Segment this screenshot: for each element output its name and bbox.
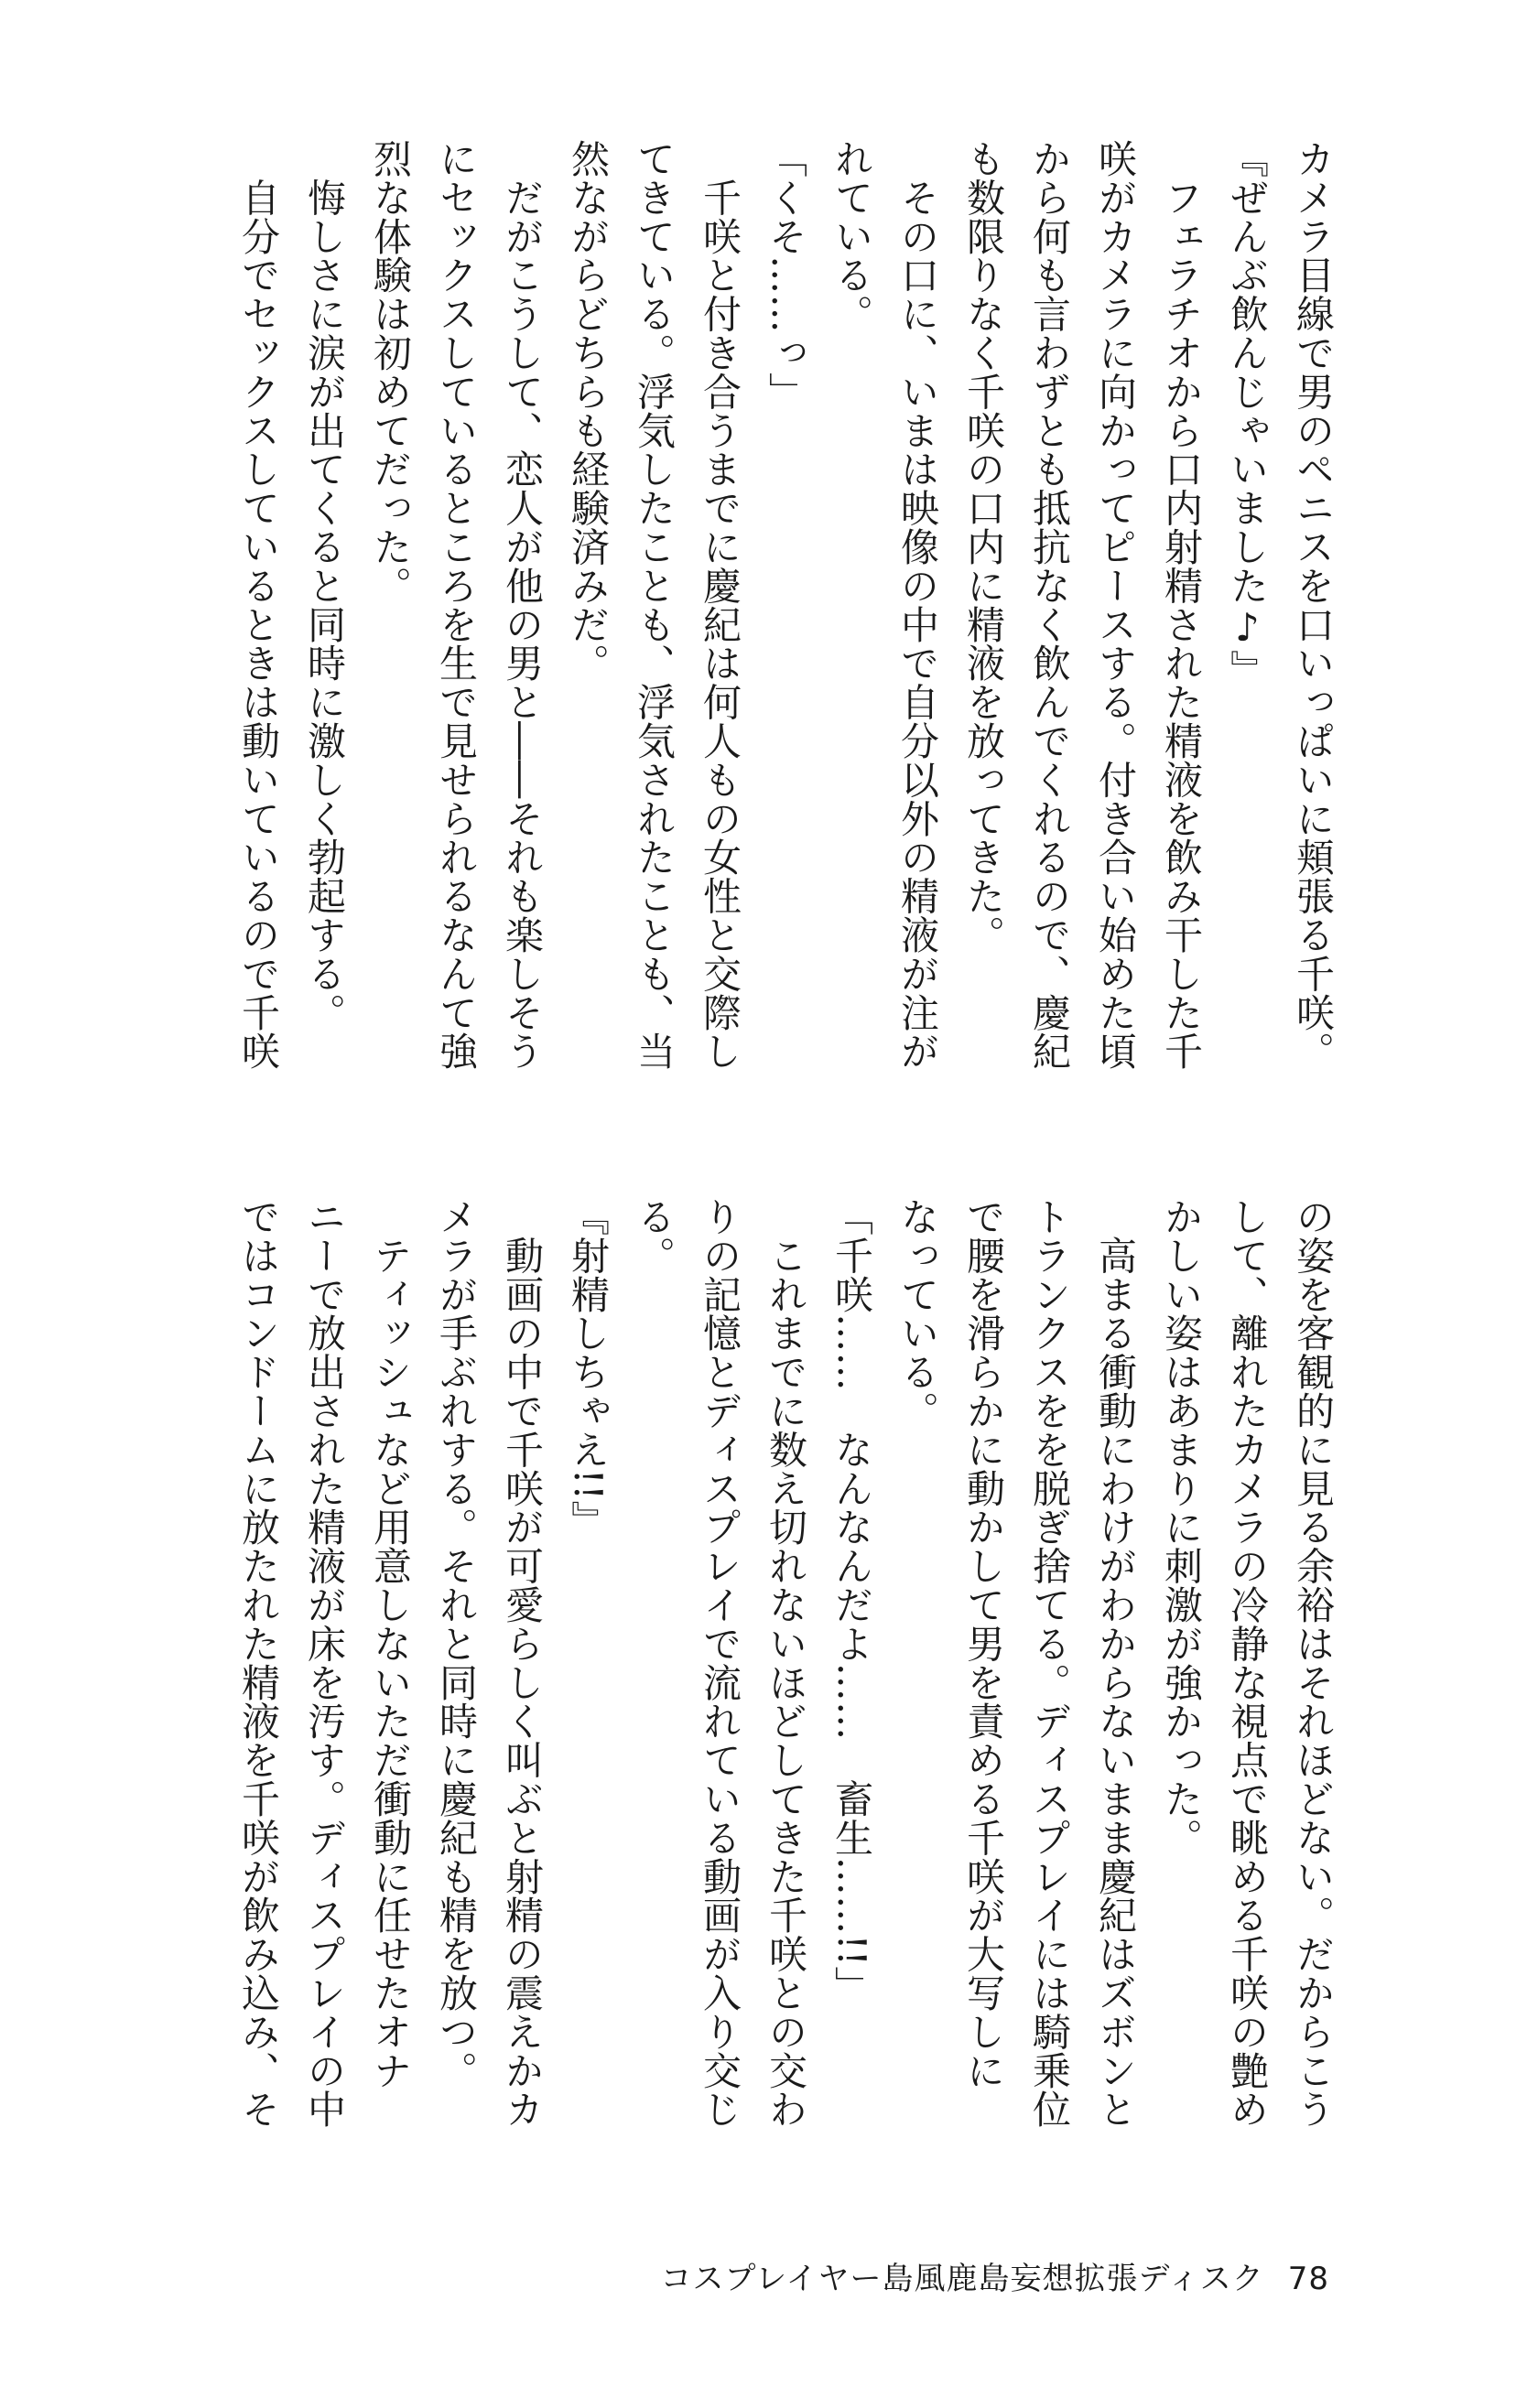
- text-line: れている。: [829, 139, 874, 333]
- text-line: の姿を客観的に見る余裕はそれほどない。だからこう: [1291, 1197, 1336, 2129]
- text-line: から何も言わずとも抵抗なく飲んでくれるので、慶紀: [1027, 139, 1072, 1071]
- text-line: りの記憶とディスプレイで流れている動画が入り交じ: [698, 1197, 742, 2129]
- text-line: かしい姿はあまりに刺激が強かった。: [1159, 1197, 1204, 1857]
- text-line: カメラ目線で男のペニスを口いっぱいに頬張る千咲。: [1291, 139, 1336, 1071]
- page-footer: [661, 2253, 1329, 2298]
- book-title: コスプレイヤー島風鹿島妄想拡張ディスク: [660, 2261, 1264, 2297]
- text-line: トランクスをを脱ぎ捨てる。ディスプレイには騎乗位: [1027, 1197, 1072, 2129]
- text-line: メラが手ぶれする。それと同時に慶紀も精を放つ。: [434, 1197, 479, 2090]
- text-line: 動画の中で千咲が可愛らしく叫ぶと射精の震えかカ: [500, 1197, 545, 2129]
- text-line: なっている。: [895, 1197, 940, 1431]
- text-line: 自分でセックスしているときは動いているので千咲: [236, 139, 281, 1071]
- text-line: フェラチオから口内射精された精液を飲み干した千: [1159, 139, 1204, 1071]
- lower-text-block: [229, 1197, 1346, 2158]
- text-line: 『射精しちゃえ!!』: [566, 1197, 611, 1539]
- text-line: して、離れたカメラの冷静な視点で眺める千咲の艶め: [1225, 1197, 1270, 2129]
- text-line: ニーで放出された精液が床を汚す。ディスプレイの中: [302, 1197, 347, 2129]
- text-line: ではコンドームに放たれた精液を千咲が飲み込み、そ: [236, 1197, 281, 2129]
- upper-text-block: [229, 139, 1346, 1100]
- text-line: で腰を滑らかに動かして男を責める千咲が大写しに: [961, 1197, 1006, 2090]
- text-line: も数限りなく千咲の口内に精液を放ってきた。: [961, 139, 1006, 955]
- text-line: 咲がカメラに向かってピースする。付き合い始めた頃: [1093, 139, 1138, 1071]
- text-line: ティッシュなど用意しないただ衝動に任せたオナ: [368, 1197, 413, 2090]
- text-line: その口に、いまは映像の中で自分以外の精液が注が: [895, 139, 940, 1071]
- text-line: てきている。浮気したことも、浮気されたことも、当: [632, 139, 677, 1071]
- page-number: 78: [1287, 2261, 1329, 2297]
- text-line: 千咲と付き合うまでに慶紀は何人もの女性と交際し: [698, 139, 742, 1071]
- text-line: だがこうして、恋人が他の男と――それも楽しそう: [500, 139, 545, 1071]
- text-line: 『ぜんぶ飲んじゃいました♪』: [1225, 139, 1270, 689]
- text-line: 悔しさに涙が出てくると同時に激しく勃起する。: [302, 139, 347, 1032]
- text-line: 高まる衝動にわけがわからないまま慶紀はズボンと: [1093, 1197, 1138, 2129]
- text-line: 「くそ……っ」: [764, 139, 808, 411]
- text-line: る。: [632, 1197, 677, 1275]
- text-line: 「千咲…… なんなんだよ…… 畜生……!!」: [829, 1197, 874, 2005]
- text-line: これまでに数え切れないほどしてきた千咲との交わ: [764, 1197, 808, 2129]
- text-line: にセックスしているところを生で見せられるなんて強: [434, 139, 479, 1071]
- text-line: 烈な体験は初めてだった。: [368, 139, 413, 605]
- text-line: 然ながらどちらも経験済みだ。: [566, 139, 611, 683]
